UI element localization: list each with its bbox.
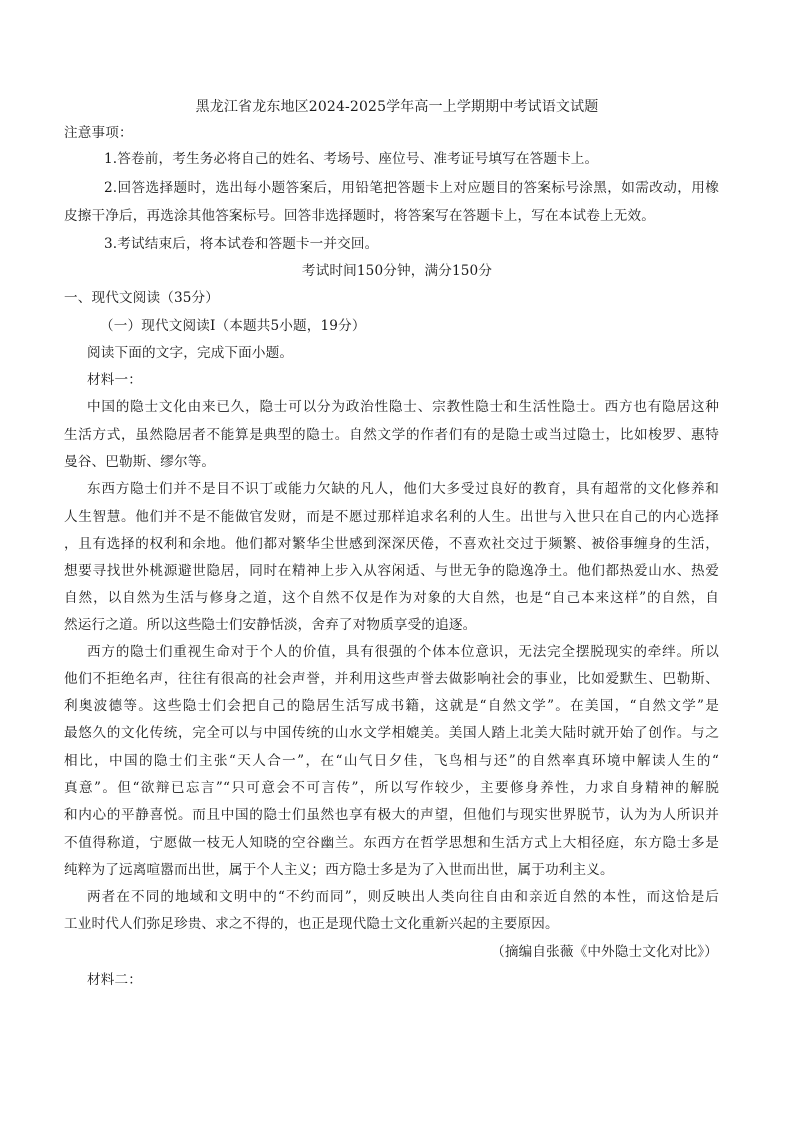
paragraph-line: 纯粹为了远离喧嚣而出世，属于个人主义；西方隐士多是为了入世而出世，属于功利主义。 [64,862,614,878]
paragraph-line: 真意”。但“欲辩已忘言”“只可意会不可言传”，所以写作较少，主要修身养性，力求自身精神的解脱 [64,780,719,796]
paragraph-line: 人生智慧。他们并不是不能做官发财，而是不愿过那样追求名利的人生。出世与入世只在自己的内心选择 [64,509,719,525]
document-title: 黑龙江省龙东地区2024-2025学年高一上学期期中考试语文试题 [195,99,599,115]
paragraph-line: 工业时代人们弥足珍贵、求之不得的，也正是现代隐士文化重新兴起的主要原因。 [64,916,559,932]
paragraph-line: 然运行之道。所以这些隐士们安静恬淡，舍弃了对物质享受的追逐。 [64,617,477,633]
reading-instruction: 阅读下面的文字，完成下面小题。 [87,345,294,361]
paragraph-line: 最悠久的文化传统，完全可以与中国传统的山水文学相媲美。美国人踏上北美大陆时就开始了创作。与之 [64,725,719,741]
notice-item-3: 3.考试结束后，将本试卷和答题卡一并交回。 [104,236,379,252]
paragraph-line: 生活方式，虽然隐居者不能算是典型的隐士。自然文学的作者们有的是隐士或当过隐士，比如梭罗、惠特 [64,427,719,443]
paragraph-line: 两者在不同的地域和文明中的“不约而同”，则反映出人类向往自由和亲近自然的本性，而这恰是后 [87,889,719,905]
source-citation: （摘编自张薇《中外隐士文化对比》） [491,944,718,960]
paragraph-line: 东西方隐士们并不是目不识丁或能力欠缺的凡人，他们大多受过良好的教育，具有超常的文化修养和 [87,481,719,497]
material-1-label: 材料一： [87,372,142,388]
paragraph-line: 不值得称道，宁愿做一枝无人知晓的空谷幽兰。东西方在哲学思想和生活方式上大相径庭，东方隐士多是 [64,835,719,851]
paragraph-line: 他们不拒绝名声，往往有很高的社会声誉，并利用这些声誉去做影响社会的事业，比如爱默生、巴勒斯、 [64,671,719,687]
notice-heading: 注意事项： [64,125,133,141]
paragraph-line: 曼谷、巴勒斯、缪尔等。 [64,454,216,470]
notice-item-2-line-2: 皮擦干净后，再选涂其他答案标号。回答非选择题时，将答案写在答题卡上，写在本试卷上无效。 [64,208,655,224]
paragraph-line: 相比，中国的隐士们主张“天人合一”，在“山气日夕佳，飞鸟相与还”的自然率真环境中解读人生的“ [64,753,719,769]
paragraph-line: 想要寻找世外桃源避世隐居，同时在精神上步入从容闲适、与世无争的隐逸净土。他们都热爱山水、热爱 [64,563,719,579]
paragraph-line: 利奥波德等。这些隐士们会把自己的隐居生活写成书籍，这就是“自然文学”。在美国，“自然文学”是 [64,698,719,714]
paragraph-line: 西方的隐士们重视生命对于个人的价值，具有很强的个体本位意识，无法完全摆脱现实的牵绊。所以 [87,644,719,660]
paragraph-line: 中国的隐士文化由来已久，隐士可以分为政治性隐士、宗教性隐士和生活性隐士。西方也有隐居这种 [87,399,719,415]
section-heading: 一、现代文阅读（35分） [64,290,220,306]
exam-time-info: 考试时间150分钟，满分150分 [301,263,493,279]
paragraph-line: 自然，以自然为生活与修身之道，这个自然不仅是作为对象的大自然，也是“自己本来这样”的自然，自 [64,590,719,606]
subsection-heading: （一）现代文阅读I（本题共5小题，19分） [100,318,366,334]
notice-item-1: 1.答卷前，考生务必将自己的姓名、考场号、座位号、准考证号填写在答题卡上。 [104,151,599,167]
notice-item-2-line-1: 2.回答选择题时，选出每小题答案后，用铅笔把答题卡上对应题目的答案标号涂黑，如需改动，用橡 [104,180,719,196]
material-2-label: 材料二： [87,972,142,988]
paragraph-line: 和内心的平静喜悦。而且中国的隐士们虽然也享有极大的声望，但他们与现实世界脱节，认为为人所识并 [64,807,719,823]
paragraph-line: ，且有选择的权利和余地。他们都对繁华尘世感到深深厌倦，不喜欢社交过于频繁、被俗事缠身的生活， [64,536,719,552]
